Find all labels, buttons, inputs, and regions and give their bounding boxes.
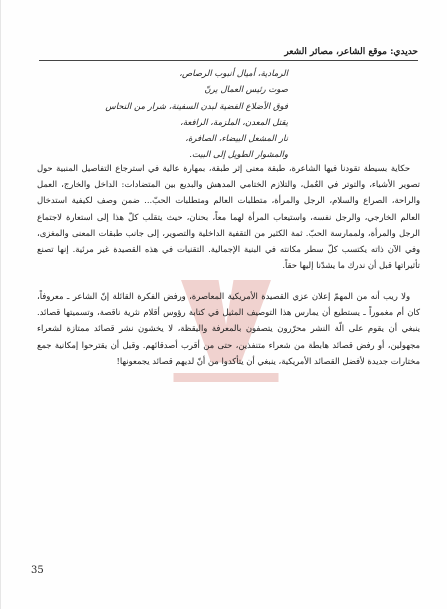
paragraph-line: الحبّ... ضمن وصف لكيفية استدخال العالم الخارجي، والرجل نفسه، واستيعاب المرأة لهما معاً، <box>37 195 420 222</box>
poem-line: يقتل المعدن، الملزمة، الرافعة، <box>180 117 288 128</box>
paragraph-line: المنبية حول تصوير الأشياء، والتوتر في العُمل، والتلازم الختامي المدهش والبديع بين المتضادات: <box>37 163 421 190</box>
page-number: 35 <box>31 565 44 576</box>
paragraph-line: الشاعر ـ معروفاً، كان أم مغموراً ـ يستطيع أن يمارس هذا التوصيف المثيل في كتابة رؤوس أقلام <box>37 291 420 318</box>
paragraph-line: التقفية الداخلية والتصوير، إلى جانب طبقات المعنى والمغزى، وفي الآن ذاته يكتسب كلّ سطر <box>37 227 420 255</box>
poem-line: والمشوار الطويل إلى البيت. <box>189 150 288 161</box>
paragraph-line: ينبغي أن يتأكدوا من أنّ لديهم قصائد يجمعونها! <box>116 355 276 366</box>
poem-line: فوق الأضلاع الفضية لبدن السفينة، شرار من النحاس <box>105 101 288 112</box>
paragraph-line: ولا ريب أنه من المهمّ إعلان عزي القصيدة الأمريكية المعاصرة، ورفض الفكرة القائلة إنّ <box>100 291 410 301</box>
poem-line: نار المشعل البيضاء، الصافرة، <box>185 134 288 145</box>
paragraph-line: ندرك ما يشدّنا إليها حقاً. <box>282 260 366 271</box>
paragraph-line: بحنان، حيث يتقلب كلّ هذا إلى استعارة لاجتماع الرجل والمرأة، ولممارسة الحبّ. ثمة الكثير من <box>37 211 420 238</box>
paragraph-line: مكانته في البنية الإجمالية. التقنيات في هذه القصيدة غير مرئية. إنها تصنع تأثيراتها قبل أن <box>37 244 420 271</box>
poem-excerpt <box>38 66 288 164</box>
paragraph-line: نثرية ناقصة، وتسميتها قصائد. ينبغي أن يقوم على الّة النشر محرّرون يتصفون بالمعرفة واليقظة، <box>37 307 420 334</box>
body-paragraph <box>37 288 420 369</box>
poem-line: صوت رئيس العمال يرنّ <box>204 85 288 96</box>
paragraph-line: الداخل والخارج، العمل والراحة، الصراع والسلام، الرجل والمرأة، متطلبات العالم ومتطلبات <box>37 179 420 206</box>
paragraph-line: لا يخشون نشر قصائد ممتازة لشعراء مجهولين، أو رفض قصائد هابطة من شعراء متنفذين، حتى <box>37 323 420 350</box>
body-paragraph <box>37 160 420 273</box>
paragraph-line: من أقرب أصدقائهم. وقبل أن يقترحوا إمكانية جمع مختارات جديدة لأفضل القصائد الأمريكية، <box>37 339 420 366</box>
poem-line: الرمادية، أميال أنبوب الرصاص، <box>179 69 288 79</box>
paragraph-line: حكاية بسيطة تقودنا فيها الشاعرة، طبقة معنى إثر طبقة، بمهارة عالية في استرجاع التفاصيل <box>81 163 410 173</box>
running-header: حديدي: موقع الشاعر، مصائر الشعر <box>39 47 418 61</box>
